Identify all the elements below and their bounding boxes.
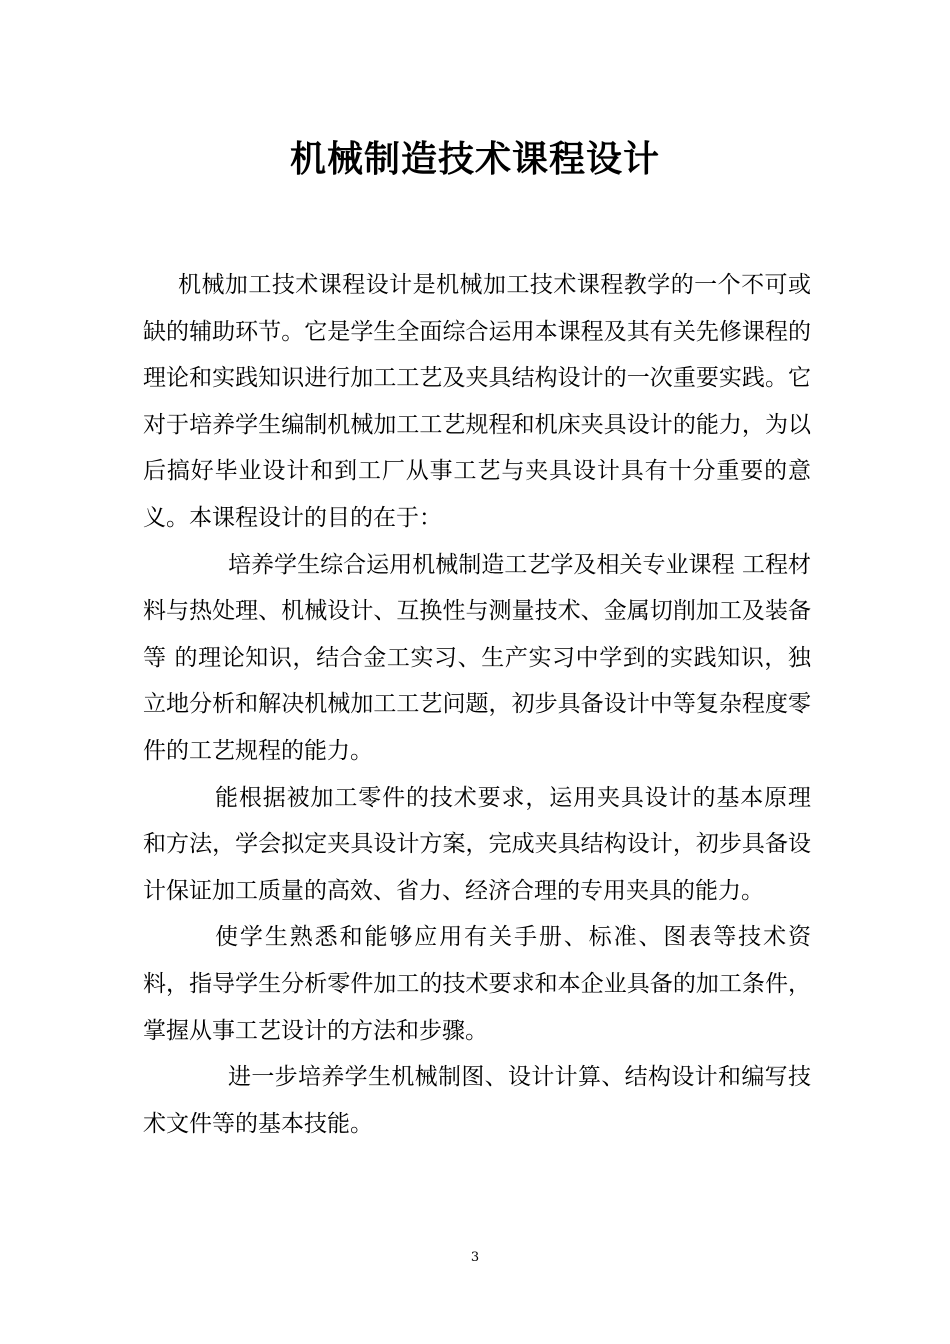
paragraph-objective-references: 使学生熟悉和能够应用有关手册、标准、图表等技术资料，指导学生分析零件加工的技术要求和本企业具备的加工条件，掌握从事工艺设计的方法和步骤。 [143, 924, 811, 1044]
paragraph-objective-process: 培养学生综合运用机械制造工艺学及相关专业课程 工程材料与热处理、机械设计、互换性与测量技术、金属切削加工及装备等 的理论知识，结合金工实习、生产实习中学到的实践知识，独立地分析和解决机械加工工艺问题，初步具备设计中等复杂程度零件的工艺规程的能力。 [143, 551, 811, 764]
page-number: 3 [470, 1250, 480, 1265]
paragraph-objective-fixture: 能根据被加工零件的技术要求，运用夹具设计的基本原理和方法，学会拟定夹具设计方案，完成夹具结构设计，初步具备设计保证加工质量的高效、省力、经济合理的专用夹具的能力。 [143, 784, 811, 904]
paragraph-intro: 机械加工技术课程设计是机械加工技术课程教学的一个不可或缺的辅助环节。它是学生全面综合运用本课程及其有关先修课程的理论和实践知识进行加工工艺及夹具结构设计的一次重要实践。它对于培养学生编制机械加工工艺规程和机床夹具设计的能力，为以后搞好毕业设计和到工厂从事工艺与夹具设计具有十分重要的意义。本课程设计的目的在于： [143, 272, 811, 531]
paragraph-objective-skills: 进一步培养学生机械制图、设计计算、结构设计和编写技术文件等的基本技能。 [143, 1064, 811, 1137]
document-body [143, 262, 811, 1147]
page-title: 机械制造技术课程设计 [289, 139, 660, 180]
